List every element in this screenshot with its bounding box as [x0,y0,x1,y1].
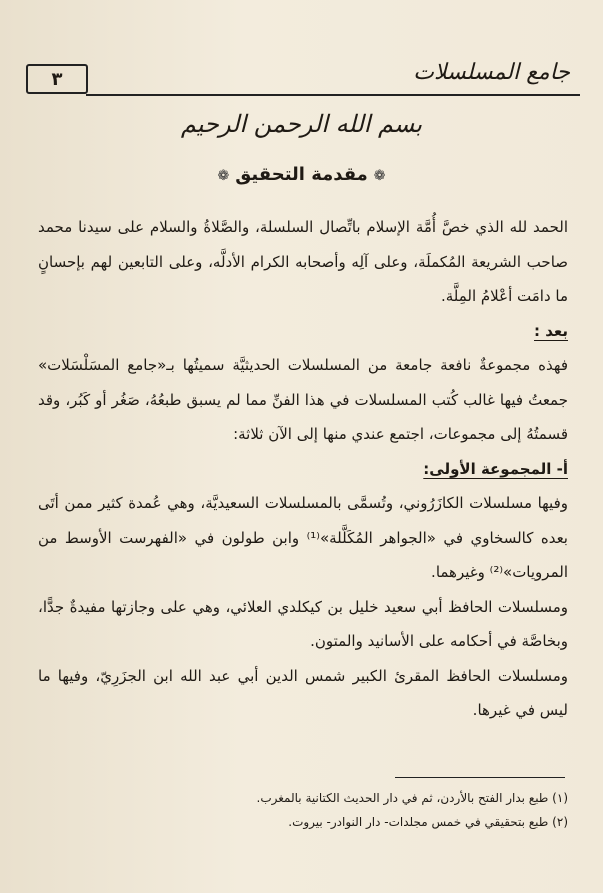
book-title: جامع المسلسلات [413,60,570,85]
footnotes [38,786,568,834]
paragraph-kazaruni: وفيها مسلسلات الكازَرُوني، وتُسمَّى بالمسلسلات السعيديَّة، وهي عُمدة كثير ممن أتَى بعده كالسخاوي في «الجواهر المُكَلَّلة»⁽¹⁾ وابن طولون في «الفهرست الأوسط من المرويات»⁽²⁾ وغيرهما. [38,494,568,581]
heading-baad: بعد : [534,321,568,340]
paragraph-opening: الحمد لله الذي خصَّ أُمَّة الإسلام باتِّصال السلسلة، والصَّلاةُ والسلام على سيدنا محمد صاحب الشريعة المُكملَة، وعلى آلِه وأصحابه الكرام الأدلَّه، وعلى التابعين لهم بإحسانٍ ما دامَت أعْلامُ المِلَّة. [38,218,568,305]
page-number: ٣ [26,64,88,94]
footnote-rule [395,777,565,778]
heading-group-one: أ- المجموعة الأولى: [423,459,568,478]
ornament-icon: ❁ [373,168,386,184]
page-header [26,60,580,96]
header-rule [86,94,580,96]
footnote-1: (١) طبع بدار الفتح بالأردن، ثم في دار الحديث الكتانية بالمغرب. [256,791,568,805]
paragraph-intro: فهذه مجموعةٌ نافعة جامعة من المسلسلات الحديثيَّة سميتُها بـ«جامع المسَلْسَلات» جمعتُ فيها غالب كُتب المسلسلات في هذا الفنِّ مما لم يسبق طبعُهُ، صَغُر أو كَبُر، وقد قسمتُهُ إلى مجموعات، اجتمع عندي منها إلى الآن ثلاثة: [38,356,568,443]
basmala-calligraphy: بسم الله الرحمن الرحيم [180,110,423,138]
ornament-icon: ❁ [217,168,230,184]
body-text [38,210,568,728]
paragraph-alai: ومسلسلات الحافظ أبي سعيد خليل بن كيكلدي العلائي، وهي على وجازتها مفيدةٌ جدًّا، وبخاصَّة في أحكامه على الأسانيد والمتون. [38,597,568,650]
paragraph-jazari: ومسلسلات الحافظ المقرئ الكبير شمس الدين أبي عبد الله ابن الجزَرِيّ، وفيها ما ليس في غيرها. [38,666,568,719]
section-title-text: مقدمة التحقيق [235,164,368,185]
section-title [0,164,603,194]
footnote-2: (٢) طبع بتحقيقي في خمس مجلدات- دار النوادر- بيروت. [288,815,568,829]
